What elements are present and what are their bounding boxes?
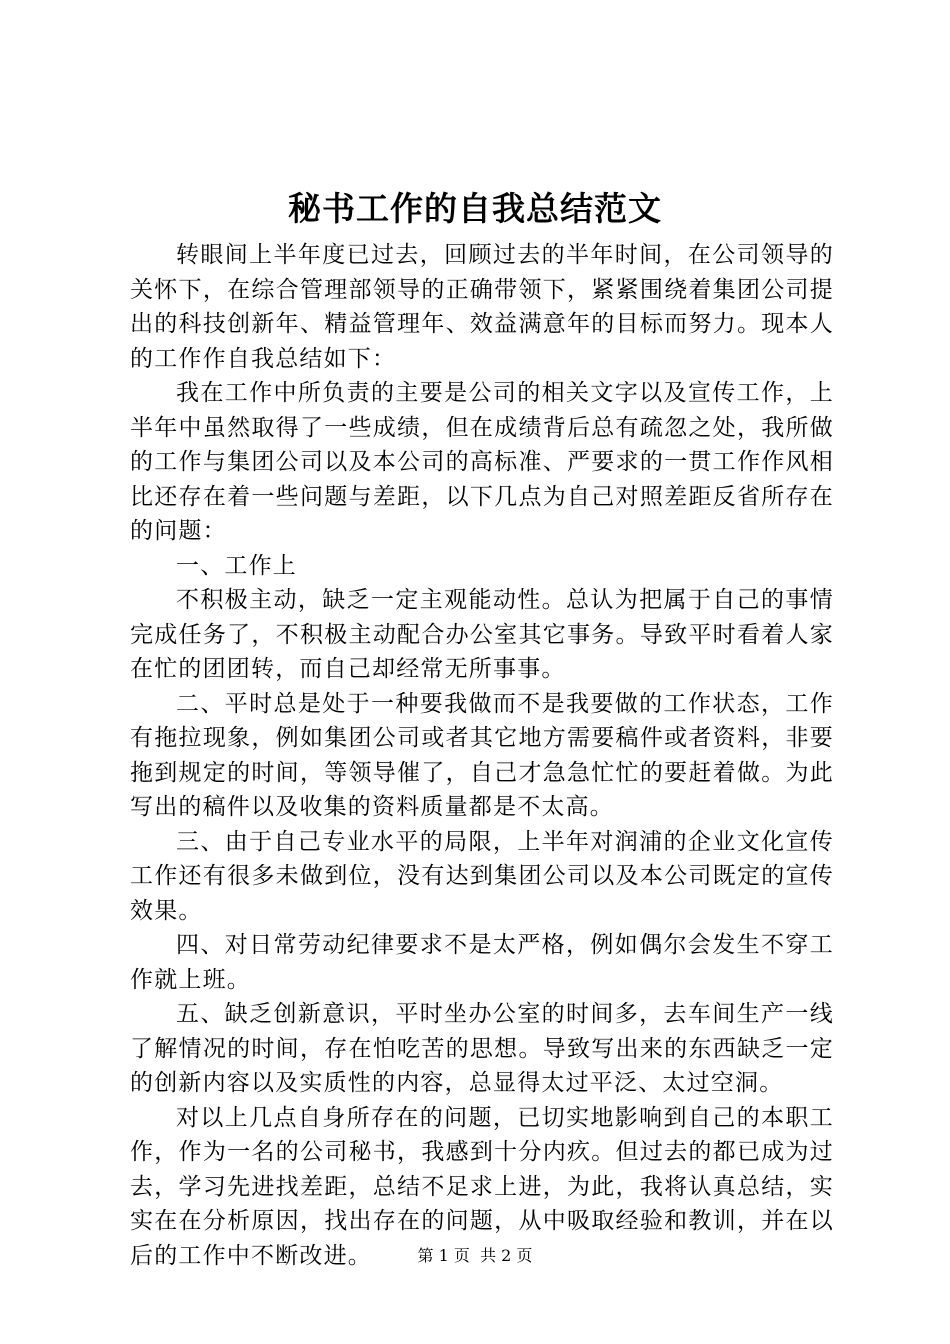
paragraph-issue-expertise: 三、由于自己专业水平的局限，上半年对润浦的企业文化宣传工作还有很多未做到位，没有达到集团公司以及本公司既定的宣传效果。 <box>130 828 834 924</box>
paragraph-conclusion: 对以上几点自身所存在的问题，已切实地影响到自己的本职工作，作为一名的公司秘书，我感到十分内疚。但过去的都已成为过去，学习先进找差距，总结不足求上进，为此，我将认真总结，实实在在分析原因，找出存在的问题，从中吸取经验和教训，并在以后的工作中不断改进。 <box>130 1104 834 1269</box>
document-title: 秘书工作的自我总结范文 <box>288 189 662 228</box>
page-footer <box>0 1244 950 1268</box>
paragraph-responsibility: 我在工作中所负责的主要是公司的相关文字以及宣传工作，上半年中虽然取得了一些成绩，但在成绩背后总有疏忽之处，我所做的工作与集团公司以及本公司的高标准、严要求的一贯工作作风相比还存在着一些问题与差距，以下几点为自己对照差距反省所存在的问题： <box>130 380 834 544</box>
paragraph-heading-work: 一、工作上 <box>176 552 297 579</box>
page-number-label: 第 1 页 共 2 页 <box>417 1246 533 1265</box>
paragraph-issue-initiative: 不积极主动，缺乏一定主观能动性。总认为把属于自己的事情完成任务了，不积极主动配合办公室其它事务。导致平时看着人家在忙的团团转，而自己却经常无所事事。 <box>130 587 834 682</box>
paragraph-issue-discipline: 四、对日常劳动纪律要求不是太严格，例如偶尔会发生不穿工作就上班。 <box>130 932 834 993</box>
document-body <box>130 238 834 1273</box>
paragraph-issue-innovation: 五、缺乏创新意识，平时坐办公室的时间多，去车间生产一线了解情况的时间，存在怕吃苦的思想。导致写出来的东西缺乏一定的创新内容以及实质性的内容，总显得太过平泛、太过空洞。 <box>130 1001 834 1096</box>
paragraph-issue-procrastination: 二、平时总是处于一种要我做而不是我要做的工作状态，工作有拖拉现象，例如集团公司或者其它地方需要稿件或者资料，非要拖到规定的时间，等领导催了，自己才急急忙忙的要赶着做。为此写出的稿件以及收集的资料质量都是不太高。 <box>130 690 834 820</box>
paragraph-intro: 转眼间上半年度已过去，回顾过去的半年时间，在公司领导的关怀下，在综合管理部领导的正确带领下，紧紧围绕着集团公司提出的科技创新年、精益管理年、效益满意年的目标而努力。现本人的工作作自我总结如下： <box>130 242 834 372</box>
